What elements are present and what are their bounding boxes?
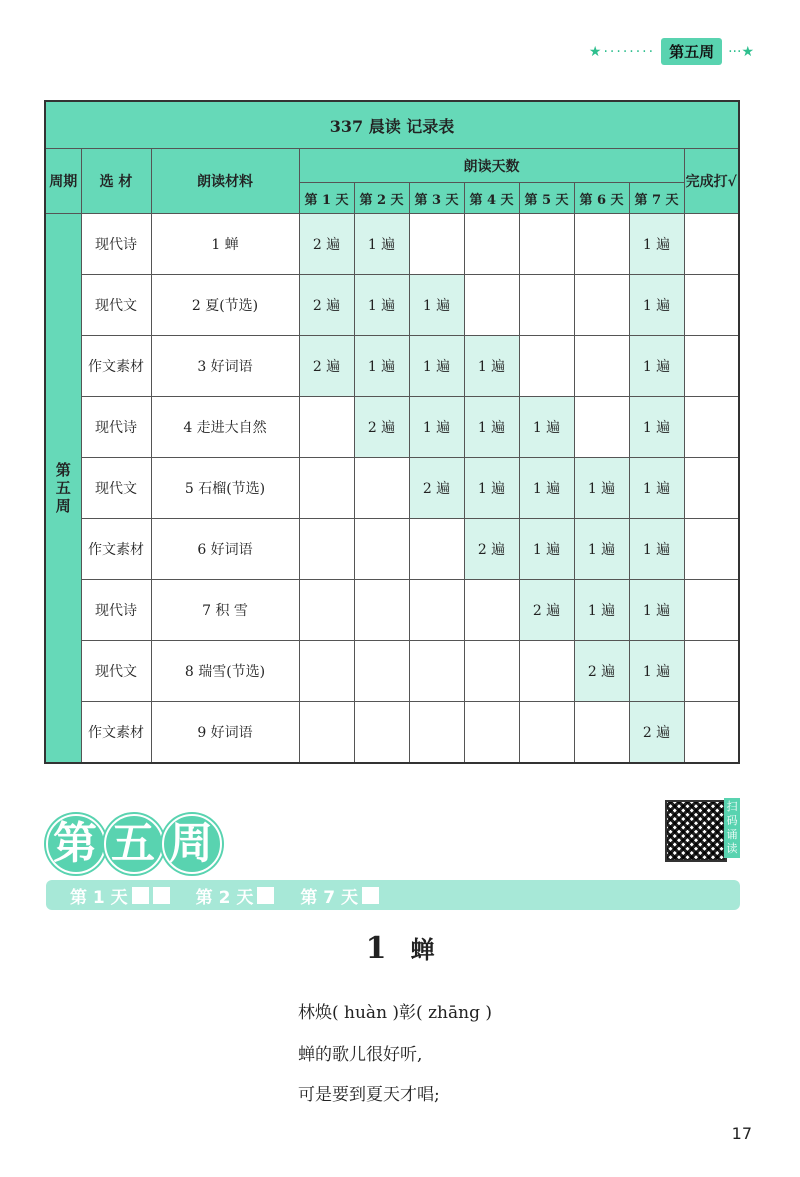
day-count-cell	[299, 580, 354, 641]
day-count-cell: 1 遍	[464, 397, 519, 458]
day-count-cell	[574, 336, 629, 397]
day-count-cell	[464, 641, 519, 702]
day-item	[70, 883, 170, 908]
week-title-char: 五	[104, 814, 164, 874]
header-day-4: 第 4 天	[464, 183, 519, 214]
day-count-cell	[574, 214, 629, 275]
table-row	[45, 458, 739, 519]
category-cell: 现代诗	[81, 214, 151, 275]
day-label: 第 2 天	[195, 887, 254, 908]
day-count-cell	[519, 214, 574, 275]
day-count-cell: 2 遍	[299, 214, 354, 275]
day-count-cell	[574, 397, 629, 458]
day-count-cell	[354, 458, 409, 519]
day-count-cell: 2 遍	[574, 641, 629, 702]
dots-decoration: ★········	[588, 43, 656, 60]
day-count-cell	[519, 702, 574, 764]
day-count-cell: 1 遍	[629, 214, 684, 275]
category-cell: 现代诗	[81, 397, 151, 458]
day-count-cell: 1 遍	[354, 275, 409, 336]
day-count-cell	[299, 519, 354, 580]
done-checkbox-cell[interactable]	[684, 702, 739, 764]
day-count-cell	[299, 397, 354, 458]
material-cell: 4 走进大自然	[151, 397, 299, 458]
done-checkbox-cell[interactable]	[684, 580, 739, 641]
done-checkbox-cell[interactable]	[684, 641, 739, 702]
checkbox[interactable]	[362, 887, 379, 904]
day-count-cell	[574, 702, 629, 764]
day-count-cell: 1 遍	[354, 214, 409, 275]
day-count-cell	[354, 641, 409, 702]
day-count-cell	[409, 580, 464, 641]
material-cell: 3 好词语	[151, 336, 299, 397]
period-char: 第	[55, 461, 71, 479]
week-title-char: 第	[46, 814, 106, 874]
checkbox[interactable]	[132, 887, 149, 904]
day-count-cell	[409, 214, 464, 275]
week-tag-label: 第五周	[661, 38, 722, 65]
table-row	[45, 336, 739, 397]
table-row	[45, 519, 739, 580]
header-day-1: 第 1 天	[299, 183, 354, 214]
category-cell: 作文素材	[81, 336, 151, 397]
day-count-cell	[409, 702, 464, 764]
day-count-cell: 1 遍	[629, 519, 684, 580]
day-count-cell	[299, 641, 354, 702]
done-checkbox-cell[interactable]	[684, 397, 739, 458]
day-count-cell	[519, 275, 574, 336]
header-period: 周期	[45, 149, 81, 214]
table-row	[45, 641, 739, 702]
day-count-cell	[464, 214, 519, 275]
done-checkbox-cell[interactable]	[684, 275, 739, 336]
poem-title-text: 蝉	[410, 935, 435, 964]
period-char: 五	[55, 479, 71, 497]
done-checkbox-cell[interactable]	[684, 336, 739, 397]
day-count-cell: 1 遍	[629, 275, 684, 336]
category-cell: 现代诗	[81, 580, 151, 641]
day-count-cell	[464, 275, 519, 336]
day-count-cell: 1 遍	[629, 641, 684, 702]
period-char: 周	[55, 497, 71, 515]
day-count-cell: 1 遍	[409, 275, 464, 336]
day-count-cell: 2 遍	[299, 336, 354, 397]
day-count-cell	[354, 702, 409, 764]
day-count-cell: 2 遍	[409, 458, 464, 519]
table-row	[45, 580, 739, 641]
day-count-cell	[354, 519, 409, 580]
day-count-cell: 1 遍	[519, 519, 574, 580]
day-count-cell: 1 遍	[354, 336, 409, 397]
category-cell: 现代文	[81, 275, 151, 336]
checkbox[interactable]	[153, 887, 170, 904]
week-title-char: 周	[162, 814, 222, 874]
day-count-cell: 1 遍	[574, 519, 629, 580]
category-cell: 现代文	[81, 458, 151, 519]
poem-author: 林焕( huàn )彰( zhāng )	[298, 1003, 492, 1023]
done-checkbox-cell[interactable]	[684, 214, 739, 275]
qr-code[interactable]	[665, 800, 727, 862]
day-label: 第 7 天	[300, 887, 359, 908]
reading-record-table	[44, 100, 740, 764]
material-cell: 5 石榴(节选)	[151, 458, 299, 519]
header-day-5: 第 5 天	[519, 183, 574, 214]
day-count-cell: 1 遍	[464, 458, 519, 519]
table-row	[45, 397, 739, 458]
day-count-cell: 1 遍	[574, 580, 629, 641]
done-checkbox-cell[interactable]	[684, 458, 739, 519]
poem-title	[0, 930, 800, 966]
header-days-group: 朗读天数	[299, 149, 684, 183]
day-count-cell	[519, 641, 574, 702]
day-count-cell	[354, 580, 409, 641]
day-count-cell: 1 遍	[629, 397, 684, 458]
day-count-cell: 2 遍	[354, 397, 409, 458]
day-count-cell: 2 遍	[519, 580, 574, 641]
day-count-cell	[464, 580, 519, 641]
day-count-cell: 1 遍	[409, 336, 464, 397]
header-day-2: 第 2 天	[354, 183, 409, 214]
table-row	[45, 214, 739, 275]
day-count-cell	[299, 702, 354, 764]
day-item	[300, 883, 379, 908]
material-cell: 2 夏(节选)	[151, 275, 299, 336]
done-checkbox-cell[interactable]	[684, 519, 739, 580]
day-count-cell	[574, 275, 629, 336]
star-icon: ···★	[728, 43, 754, 60]
header-material: 朗读材料	[151, 149, 299, 214]
header-day-6: 第 6 天	[574, 183, 629, 214]
day-count-cell: 1 遍	[629, 458, 684, 519]
day-count-cell: 1 遍	[409, 397, 464, 458]
material-cell: 6 好词语	[151, 519, 299, 580]
category-cell: 作文素材	[81, 519, 151, 580]
day-count-cell	[409, 641, 464, 702]
day-item	[196, 883, 275, 908]
material-cell: 8 瑞雪(节选)	[151, 641, 299, 702]
day-count-cell: 2 遍	[629, 702, 684, 764]
page-number: 17	[731, 1124, 752, 1143]
qr-label: 扫码诵读	[724, 798, 740, 858]
day-count-cell	[464, 702, 519, 764]
category-cell: 现代文	[81, 641, 151, 702]
period-label	[45, 214, 81, 764]
header-category: 选 材	[81, 149, 151, 214]
day-count-cell: 2 遍	[464, 519, 519, 580]
day-count-cell	[519, 336, 574, 397]
poem-number: 1	[365, 931, 387, 966]
day-count-cell: 1 遍	[519, 458, 574, 519]
day-count-cell: 1 遍	[519, 397, 574, 458]
day-count-cell: 1 遍	[629, 580, 684, 641]
category-cell: 作文素材	[81, 702, 151, 764]
material-cell: 9 好词语	[151, 702, 299, 764]
day-count-cell: 2 遍	[299, 275, 354, 336]
table-row	[45, 275, 739, 336]
day-label: 第 1 天	[70, 887, 128, 908]
day-count-cell: 1 遍	[574, 458, 629, 519]
table-row	[45, 702, 739, 764]
checkbox[interactable]	[257, 887, 274, 904]
material-cell: 1 蝉	[151, 214, 299, 275]
day-count-cell: 1 遍	[464, 336, 519, 397]
poem-line: 蝉的歌儿很好听,	[298, 1045, 423, 1065]
table-title: 337 晨读 记录表	[45, 101, 739, 149]
day-count-cell	[299, 458, 354, 519]
week-title	[46, 814, 220, 874]
header-done: 完成打√	[684, 149, 739, 214]
poem-line: 可是要到夏天才唱;	[298, 1085, 440, 1105]
header-day-7: 第 7 天	[629, 183, 684, 214]
week-marker	[589, 38, 754, 65]
header-day-3: 第 3 天	[409, 183, 464, 214]
day-count-cell	[409, 519, 464, 580]
day-count-cell: 1 遍	[629, 336, 684, 397]
day-checkin-bar	[46, 880, 740, 910]
material-cell: 7 积 雪	[151, 580, 299, 641]
